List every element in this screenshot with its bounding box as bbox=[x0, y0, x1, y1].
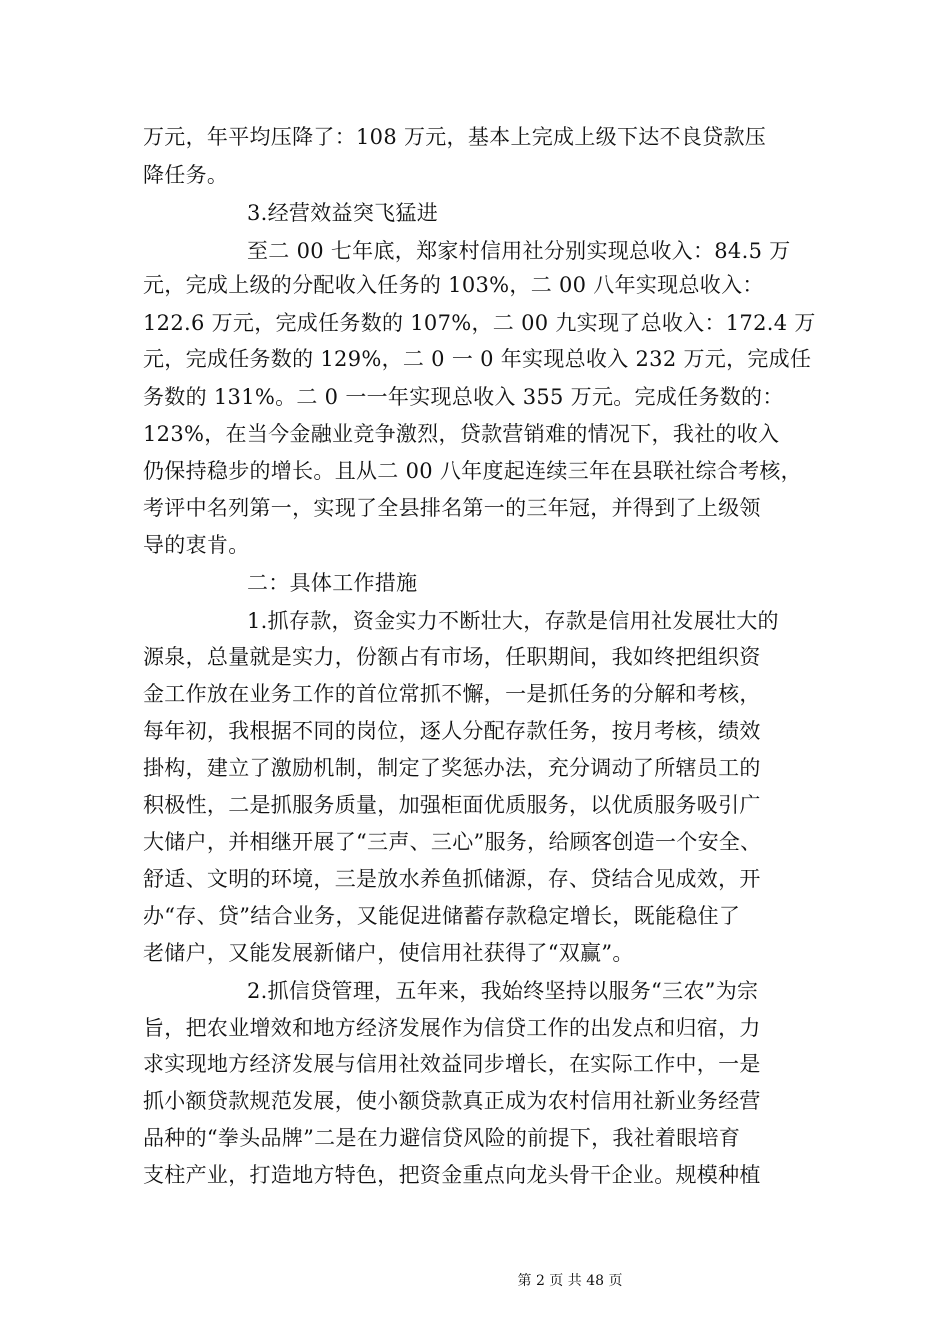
text-line: 务数的 131%。二 0 一一年实现总收入 355 万元。完成任务数的： bbox=[143, 385, 784, 409]
text-line: 122.6 万元，完成任务数的 107%，二 00 九实现了总收入：172.4 万 bbox=[143, 311, 816, 335]
text-line: 导的衷肯。 bbox=[143, 533, 250, 557]
text-line: 旨，把农业增效和地方经济发展作为信贷工作的出发点和归宿，力 bbox=[143, 1016, 761, 1040]
text-line: 品种的“拳头品牌”二是在力避信贷风险的前提下，我社着眼培育 bbox=[143, 1126, 741, 1150]
section-heading: 二：具体工作措施 bbox=[247, 571, 418, 595]
text-line: 掛构，建立了激励机制，制定了奖惩办法，充分调动了所辖员工的 bbox=[143, 756, 761, 780]
text-line: 考评中名列第一，实现了全县排名第一的三年冠，并得到了上级领 bbox=[143, 496, 761, 520]
text-line: 元，完成上级的分配收入任务的 103%，二 00 八年实现总收入： bbox=[143, 273, 764, 297]
text-line: 求实现地方经济发展与信用社效益同步增长，在实际工作中，一是 bbox=[143, 1052, 761, 1076]
text-line: 降任务。 bbox=[143, 163, 229, 187]
text-line: 元，完成任务数的 129%，二 0 一 0 年实现总收入 232 万元，完成任 bbox=[143, 347, 812, 371]
text-line: 1.抓存款，资金实力不断壮大，存款是信用社发展壮大的 bbox=[247, 609, 779, 633]
section-heading: 3.经营效益突飞猛进 bbox=[247, 201, 439, 225]
text-line: 123%，在当今金融业竞争激烈，贷款营销难的情况下，我社的收入 bbox=[143, 422, 780, 446]
text-line: 万元，年平均压降了：108 万元，基本上完成上级下达不良贷款压 bbox=[143, 125, 767, 149]
text-line: 源泉，总量就是实力，份额占有市场，任职期间，我如终把组织资 bbox=[143, 645, 761, 669]
text-line: 金工作放在业务工作的首位常抓不懈，一是抓任务的分解和考核， bbox=[143, 682, 761, 706]
text-line: 2.抓信贷管理，五年来，我始终坚持以服务“三农”为宗 bbox=[247, 979, 759, 1003]
text-line: 仍保持稳步的增长。且从二 00 八年度起连续三年在县联社综合考核， bbox=[143, 459, 802, 483]
text-line: 大储户，并相继开展了“三声、三心”服务，给顾客创造一个安全、 bbox=[143, 830, 762, 854]
text-line: 办“存、贷”结合业务，又能促进储蓄存款稳定增长，既能稳住了 bbox=[143, 904, 741, 928]
text-line: 抓小额贷款规范发展，使小额贷款真正成为农村信用社新业务经营 bbox=[143, 1089, 761, 1113]
text-line: 每年初，我根据不同的岗位，逐人分配存款任务，按月考核，绩效 bbox=[143, 719, 761, 743]
text-line: 老储户，又能发展新储户，使信用社获得了“双赢”。 bbox=[143, 941, 634, 965]
page-number: 第 2 页 共 48 页 bbox=[517, 1273, 623, 1289]
text-line: 至二 00 七年底，郑家村信用社分别实现总收入：84.5 万 bbox=[247, 239, 791, 263]
text-line: 舒适、文明的环境，三是放水养鱼抓储源，存、贷结合见成效，开 bbox=[143, 867, 761, 891]
text-line: 支柱产业，打造地方特色，把资金重点向龙头骨干企业。规模种植 bbox=[143, 1163, 761, 1187]
text-line: 积极性，二是抓服务质量，加强柜面优质服务，以优质服务吸引广 bbox=[143, 793, 761, 817]
